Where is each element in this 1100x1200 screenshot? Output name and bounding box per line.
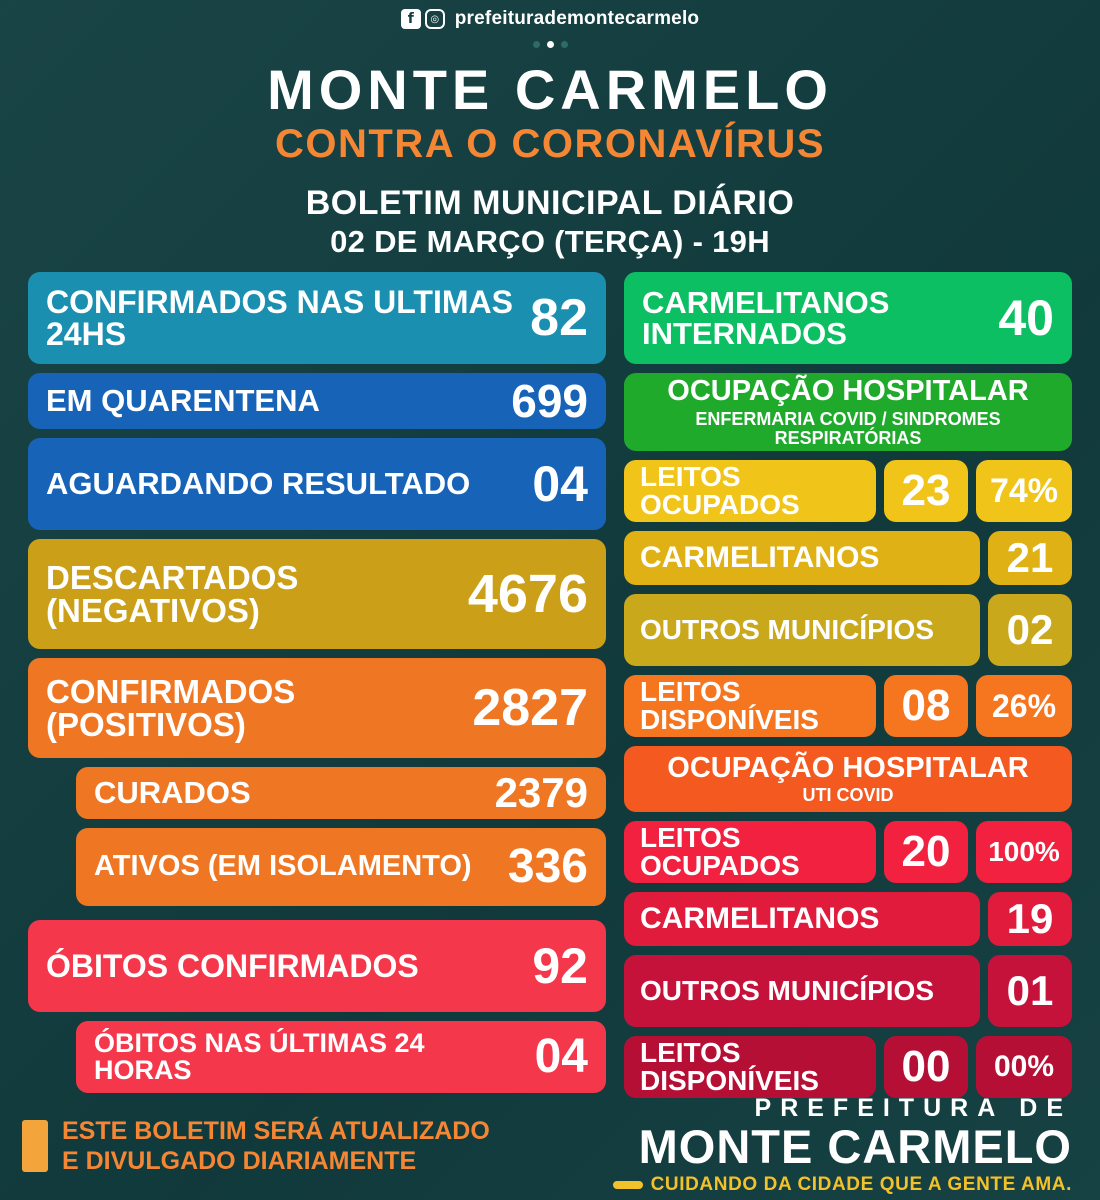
- brand-tagline: [613, 1174, 1072, 1196]
- dot-2: [547, 41, 554, 48]
- section-subtitle: ENFERMARIA COVID / SINDROMES RESPIRATÓRIAS: [695, 408, 1001, 448]
- ward-beds-available-row: [624, 675, 1072, 737]
- stat-label: LEITOS DISPONÍVEIS: [624, 675, 876, 737]
- stat-value: 40: [998, 290, 1054, 347]
- ward-others-row: [624, 594, 1072, 666]
- stat-label: DESCARTADOS (NEGATIVOS): [46, 558, 299, 630]
- footer-note: [22, 1116, 490, 1176]
- bulletin-heading: [0, 186, 1100, 258]
- stat-label: ÓBITOS NAS ÚLTIMAS 24 HORAS: [94, 1027, 425, 1086]
- section-title: OCUPAÇÃO HOSPITALAR: [667, 751, 1029, 784]
- facebook-icon: f: [401, 9, 421, 29]
- stat-label: CURADOS: [94, 775, 251, 811]
- stat-value: 699: [511, 375, 588, 428]
- stat-active-isolation: [76, 828, 606, 906]
- stat-confirmed-last-24h: [28, 272, 606, 364]
- stat-label: ÓBITOS CONFIRMADOS: [46, 947, 419, 984]
- stat-value: 08: [884, 675, 968, 737]
- icu-others-row: [624, 955, 1072, 1027]
- instagram-icon: ◎: [425, 9, 445, 29]
- stat-value: 19: [988, 892, 1072, 946]
- left-column: [28, 272, 606, 1107]
- stat-label: LEITOS OCUPADOS: [624, 460, 876, 522]
- stat-quarantine: [28, 373, 606, 429]
- dot-3: [561, 41, 568, 48]
- stat-percent: 100%: [976, 821, 1072, 883]
- stat-value: 21: [988, 531, 1072, 585]
- stats-columns: [0, 258, 1100, 1107]
- footer-note-text: [62, 1116, 490, 1176]
- page-title: MONTE CARMELO: [267, 58, 833, 121]
- stat-value: 2827: [472, 679, 588, 738]
- stat-label: OUTROS MUNICÍPIOS: [624, 955, 980, 1027]
- stat-value: 4676: [467, 564, 588, 625]
- stat-label: CONFIRMADOS (POSITIVOS): [46, 672, 296, 744]
- stat-deaths-confirmed: [28, 920, 606, 1012]
- brand-accent-dash: [613, 1181, 643, 1189]
- stat-value: 336: [507, 840, 588, 894]
- stat-cured: [76, 767, 606, 819]
- city-hall-logo: [613, 1093, 1078, 1197]
- social-handle-text: prefeiturademontecarmelo: [454, 8, 700, 29]
- stat-label: LEITOS OCUPADOS: [624, 821, 876, 883]
- stat-awaiting-result: [28, 438, 606, 530]
- stat-label: LEITOS DISPONÍVEIS: [624, 1036, 876, 1098]
- dot-1: [533, 41, 540, 48]
- section-ward-occupancy: [624, 373, 1072, 451]
- stat-value: 2379: [494, 769, 588, 817]
- stat-percent: 74%: [976, 460, 1072, 522]
- stat-value: 23: [884, 460, 968, 522]
- footer-note-line2: E DIVULGADO DIARIAMENTE: [62, 1147, 417, 1175]
- section-title: OCUPAÇÃO HOSPITALAR: [667, 374, 1029, 407]
- icu-locals-row: [624, 892, 1072, 946]
- stat-discarded: [28, 539, 606, 649]
- section-subtitle: UTI COVID: [802, 784, 894, 805]
- icu-beds-occupied-row: [624, 821, 1072, 883]
- stat-value: 20: [884, 821, 968, 883]
- stat-label: EM QUARENTENA: [46, 383, 320, 419]
- bulletin-title: BOLETIM MUNICIPAL DIÁRIO: [305, 184, 795, 222]
- stat-label: OUTROS MUNICÍPIOS: [624, 594, 980, 666]
- footer: [0, 1092, 1100, 1200]
- stat-confirmed-total: [28, 658, 606, 758]
- stat-value: 04: [534, 1030, 588, 1084]
- brand-tagline-text: CUIDANDO DA CIDADE QUE A GENTE AMA.: [650, 1174, 1072, 1196]
- right-column: [624, 272, 1072, 1107]
- stat-value: 82: [530, 289, 588, 348]
- page-subtitle: CONTRA O CORONAVÍRUS: [275, 122, 825, 166]
- section-icu-occupancy: [624, 746, 1072, 812]
- stat-percent: 00%: [976, 1036, 1072, 1098]
- footer-note-line1: ESTE BOLETIM SERÁ ATUALIZADO: [62, 1117, 490, 1145]
- stat-value: 00: [884, 1036, 968, 1098]
- brand-line1: PREFEITURA DE: [754, 1093, 1072, 1122]
- stat-value: 01: [988, 955, 1072, 1027]
- stat-value: 02: [988, 594, 1072, 666]
- stat-hospitalized-locals: [624, 272, 1072, 364]
- bulletin-date: 02 DE MARÇO (TERÇA) - 19H: [330, 223, 770, 259]
- stat-label: AGUARDANDO RESULTADO: [46, 466, 471, 502]
- ward-beds-occupied-row: [624, 460, 1072, 522]
- stat-label: CARMELITANOS INTERNADOS: [642, 284, 890, 352]
- stat-value: 04: [532, 456, 588, 513]
- stat-label: CARMELITANOS: [624, 531, 980, 585]
- icu-beds-available-row: [624, 1036, 1072, 1098]
- footer-accent-bar: [22, 1120, 48, 1172]
- brand-line2: MONTE CARMELO: [638, 1119, 1072, 1173]
- stat-label: CONFIRMADOS NAS ULTIMAS 24HS: [46, 283, 513, 353]
- ward-locals-row: [624, 531, 1072, 585]
- stat-label: CARMELITANOS: [624, 892, 980, 946]
- stat-percent: 26%: [976, 675, 1072, 737]
- stat-value: 92: [532, 938, 588, 995]
- decorative-dots: [0, 41, 1100, 48]
- social-handle-bar: [0, 0, 1100, 30]
- stat-deaths-last-24h: [76, 1021, 606, 1093]
- stat-label: ATIVOS (EM ISOLAMENTO): [94, 850, 472, 883]
- social-icons: [401, 9, 445, 29]
